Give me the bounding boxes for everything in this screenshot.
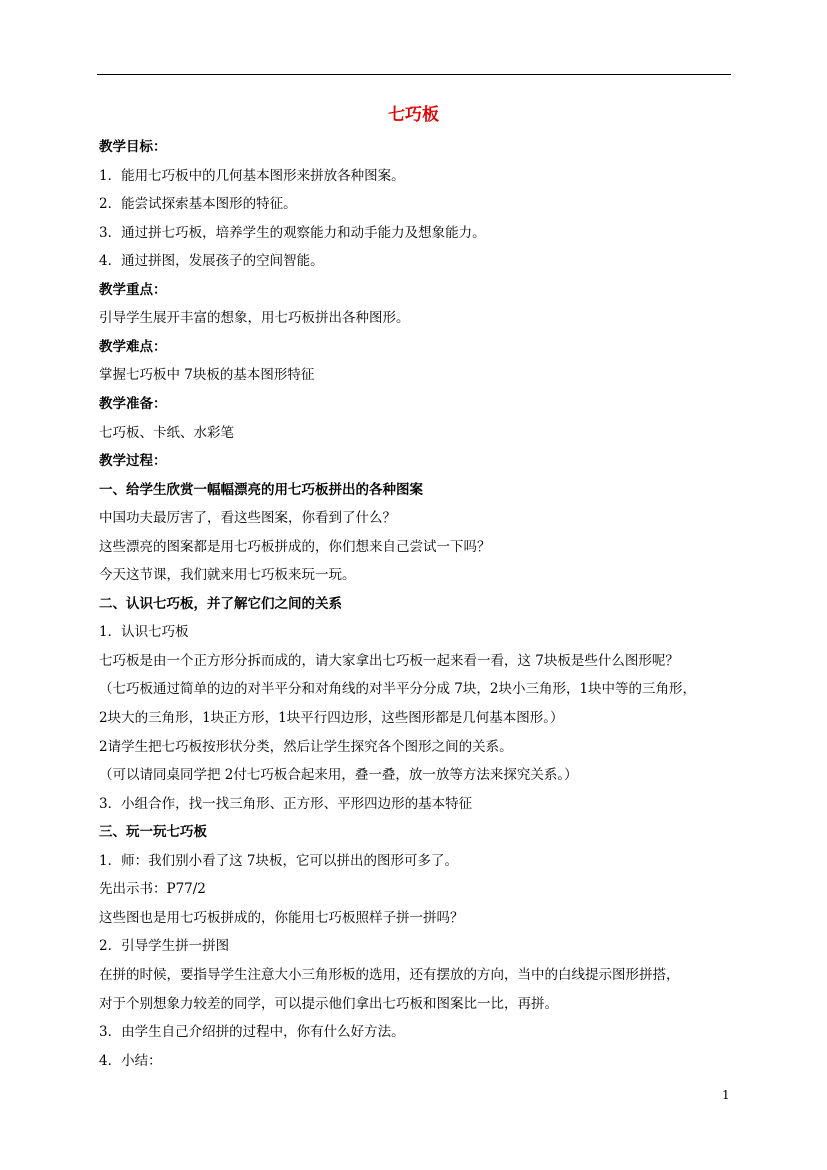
body-line: 在拼的时候，要指导学生注意大小三角形板的选用，还有摆放的方向，当中的白线提示图形拼搭， (99, 966, 680, 983)
body-line: 七巧板是由一个正方形分拆而成的，请大家拿出七巧板一起来看一看，这 7块板是些什么图形呢？ (99, 652, 679, 669)
section-heading: 教学目标： (99, 139, 167, 155)
document-title: 七巧板 (388, 105, 439, 125)
body-line: 3．由学生自己介绍拼的过程中，你有什么好方法。 (99, 1024, 405, 1041)
body-line: 这些图也是用七巧板拼成的，你能用七巧板照样子拼一拼吗？ (99, 909, 464, 926)
section-heading: 教学难点： (99, 338, 167, 355)
body-line: 1．师：我们别小看了这 7块板，它可以拼出的图形可多了。 (99, 852, 458, 869)
body-line: 4．小结： (99, 1052, 162, 1069)
body-line: 3．小组合作，找一找三角形、正方形、平形四边形的基本特征 (99, 795, 473, 812)
body-line: 这些漂亮的图案都是用七巧板拼成的，你们想来自己尝试一下吗？ (99, 538, 491, 555)
section-heading: 教学过程： (99, 453, 167, 470)
body-line: 3．通过拼七巧板，培养学生的观察能力和动手能力及想象能力。 (99, 224, 486, 241)
body-line: 2请学生把七巧板按形状分类，然后让学生探究各个图形之间的关系。 (99, 738, 513, 755)
body-line: 七巧板、卡纸、水彩笔 (99, 424, 234, 441)
body-line: 2．引导学生拼一拼图 (99, 938, 230, 955)
body-line: （七巧板通过简单的边的对半平分和对角线的对半平分分成 7块，2块小三角形，1块中等的三角形， (99, 681, 697, 698)
section-heading: 教学重点： (99, 281, 167, 298)
body-line: （可以请同桌同学把 2付七巧板合起来用，叠一叠，放一放等方法来探究关系。） (99, 767, 578, 784)
body-line: 中国功夫最厉害了，看这些图案，你看到了什么？ (99, 510, 396, 527)
section-heading: 一、给学生欣赏一幅幅漂亮的用七巧板拼出的各种图案 (99, 481, 423, 498)
section-heading: 二、认识七巧板，并了解它们之间的关系 (99, 595, 342, 612)
body-line: 2块大的三角形，1块正方形，1块平行四边形，这些图形都是几何基本图形。） (99, 710, 564, 726)
body-line: 2．能尝试探索基本图形的特征。 (99, 196, 297, 213)
body-line: 引导学生展开丰富的想象，用七巧板拼出各种图形。 (99, 310, 410, 327)
page-number: 1 (722, 1088, 730, 1102)
section-heading: 三、玩一玩七巧板 (99, 824, 207, 841)
header-rule (97, 74, 731, 75)
body-line: 对于个别想象力较差的同学，可以提示他们拿出七巧板和图案比一比，再拼。 (99, 995, 558, 1012)
body-line: 1．认识七巧板 (99, 624, 189, 641)
body-line: 掌握七巧板中 7块板的基本图形特征 (99, 367, 315, 384)
body-line: 4．通过拼图，发展孩子的空间智能。 (99, 253, 324, 270)
body-line: 今天这节课，我们就来用七巧板来玩一玩。 (99, 567, 356, 584)
body-line: 1．能用七巧板中的几何基本图形来拼放各种图案。 (99, 167, 405, 184)
body-line: 先出示书：P77/2 (99, 881, 206, 898)
section-heading: 教学准备： (99, 395, 167, 412)
